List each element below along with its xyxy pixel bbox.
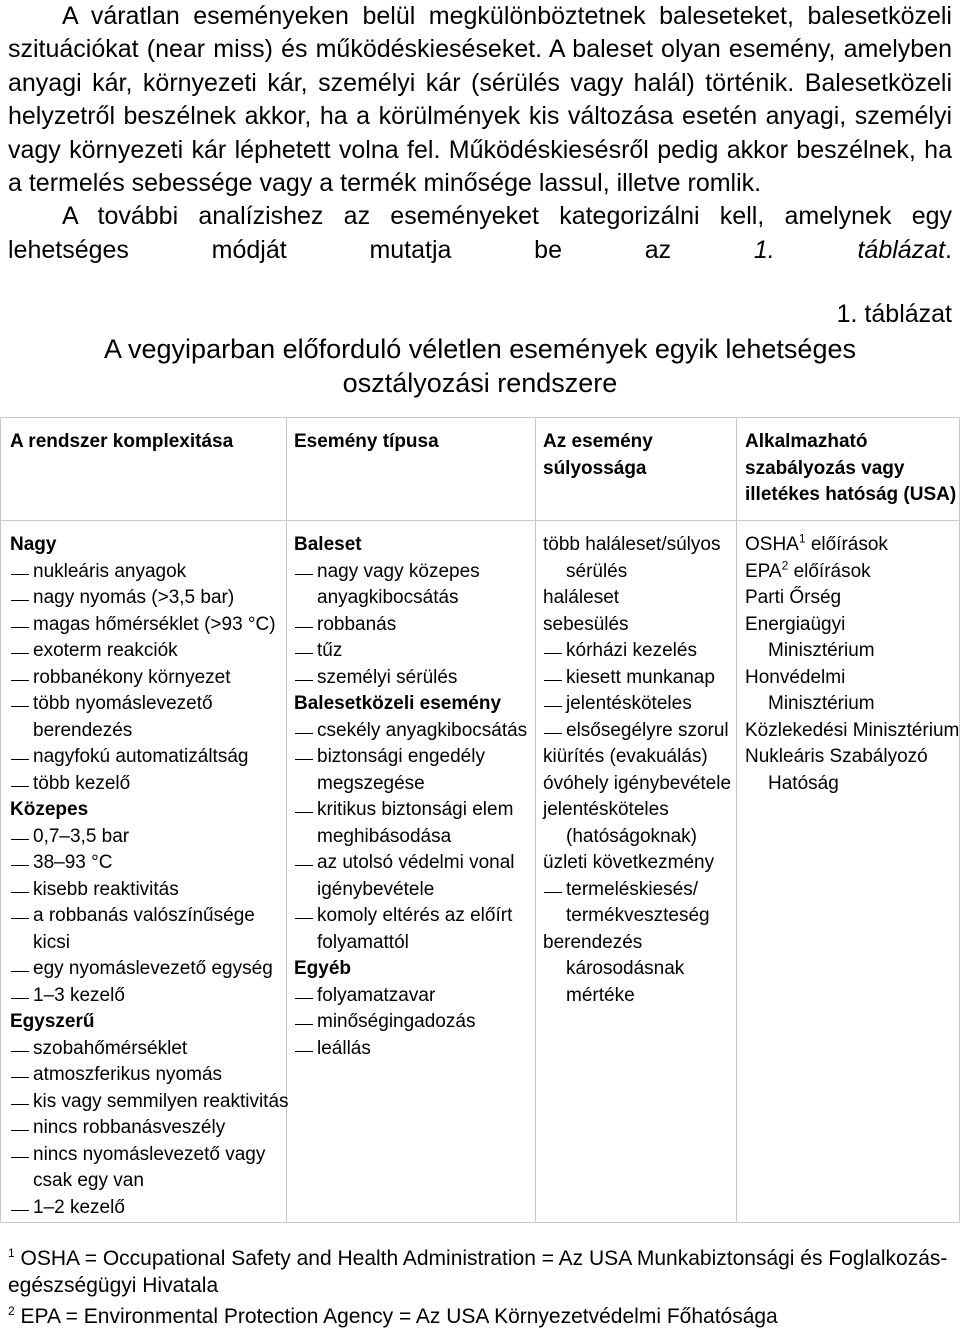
severity-item-row xyxy=(543,665,731,692)
event-type-item-text: nagy vagy közepes xyxy=(317,560,480,582)
complexity-item-text: egy nyomáslevezető egység xyxy=(33,958,273,979)
regulation-item-text-rest: előírások xyxy=(788,560,871,582)
event-type-item-row xyxy=(294,877,527,904)
severity-item-row xyxy=(543,956,731,983)
severity-item-text: több haláleset/súlyos xyxy=(543,534,721,555)
complexity-item-row xyxy=(10,1195,289,1222)
header-regulation-line-1: Alkalmazható xyxy=(745,431,868,452)
complexity-item-text: több kezelő xyxy=(33,772,131,794)
complexity-item-row xyxy=(10,1062,289,1089)
severity-item-row xyxy=(543,930,731,957)
event-type-item-text: biztonsági engedély xyxy=(317,746,485,767)
regulation-item-footnote-mark: 1 xyxy=(798,531,806,546)
event-type-item-text: csekély anyagkibocsátás xyxy=(317,719,528,741)
regulation-item-row xyxy=(745,585,959,612)
complexity-item-text: berendezés xyxy=(33,719,133,741)
severity-item-text: üzleti következmény xyxy=(543,852,715,873)
event-type-item-text: Balesetközeli esemény xyxy=(294,693,502,714)
complexity-item-row xyxy=(10,1168,289,1195)
complexity-item-row xyxy=(10,930,289,957)
severity-item-text: sebesülés xyxy=(543,613,629,635)
severity-item-row xyxy=(543,744,731,771)
event-type-item-text: Egyéb xyxy=(294,958,352,979)
event-type-item-text: komoly eltérés az előírt xyxy=(317,905,513,926)
event-type-item-row xyxy=(294,797,527,824)
severity-item-text: termeléskiesés/ xyxy=(566,878,698,900)
severity-item-row xyxy=(543,983,731,1010)
event-type-item-row xyxy=(294,718,527,745)
table-rule-header xyxy=(0,520,960,521)
event-type-item-row xyxy=(294,903,527,930)
complexity-item-row xyxy=(10,559,289,586)
severity-item-row xyxy=(543,718,731,745)
complexity-item-text: robbanékony környezet xyxy=(33,666,231,688)
event-type-item-row xyxy=(294,691,527,718)
event-type-item-text: minőségingadozás xyxy=(317,1011,476,1032)
severity-item-text: óvóhely igénybevétele xyxy=(543,772,732,794)
regulation-item-row xyxy=(745,665,959,692)
severity-item-text: jelentésköteles xyxy=(543,799,669,820)
complexity-item-text: nagy nyomás (>3,5 bar) xyxy=(33,587,235,608)
event-type-item-row xyxy=(294,744,527,771)
complexity-item-text: több nyomáslevezető xyxy=(33,693,213,714)
regulation-item-text: OSHA xyxy=(745,534,799,555)
regulation-item-text: Közlekedési Minisztérium xyxy=(745,719,960,741)
table-rule-bottom xyxy=(0,1222,960,1223)
severity-item-row xyxy=(543,612,731,639)
complexity-item-row xyxy=(10,850,289,877)
complexity-item-row xyxy=(10,612,289,639)
complexity-item-row xyxy=(10,797,289,824)
event-type-item-text: folyamatzavar xyxy=(317,984,436,1006)
footnote-2-mark: 2 xyxy=(8,1304,15,1318)
column-severity xyxy=(543,532,731,1009)
event-type-item-row xyxy=(294,824,527,851)
intro-text xyxy=(8,0,952,267)
complexity-item-text: szobahőmérséklet xyxy=(33,1037,188,1059)
complexity-item-row xyxy=(10,691,289,718)
complexity-item-row xyxy=(10,771,289,798)
header-regulation xyxy=(745,429,956,509)
header-event-type-text: Esemény típusa xyxy=(294,431,439,452)
event-type-item-row xyxy=(294,612,527,639)
column-event-type xyxy=(294,532,527,1062)
event-type-item-text: személyi sérülés xyxy=(317,666,458,688)
complexity-item-text: a robbanás valószínűsége xyxy=(33,905,255,926)
regulation-item-text: Minisztérium xyxy=(768,640,875,661)
severity-item-row xyxy=(543,532,731,559)
severity-item-text: sérülés xyxy=(566,560,628,582)
complexity-item-row xyxy=(10,956,289,983)
severity-item-row xyxy=(543,691,731,718)
footnote-1-mark: 1 xyxy=(8,1246,15,1260)
footnote-1 xyxy=(8,1245,952,1299)
complexity-item-text: nincs robbanásveszély xyxy=(33,1117,226,1138)
footnote-2 xyxy=(8,1303,952,1330)
complexity-item-text: exoterm reakciók xyxy=(33,640,178,661)
event-type-item-text: kritikus biztonsági elem xyxy=(317,799,514,820)
regulation-item-row xyxy=(745,691,959,718)
complexity-item-row xyxy=(10,1089,289,1116)
table-border-left xyxy=(0,417,1,1223)
header-regulation-line-2: szabályozás vagy xyxy=(745,457,905,479)
severity-item-row xyxy=(543,638,731,665)
header-regulation-line-3: illetékes hatóság (USA) xyxy=(745,484,957,505)
event-type-item-row xyxy=(294,665,527,692)
severity-item-text: jelentésköteles xyxy=(566,693,692,714)
event-type-item-row xyxy=(294,771,527,798)
event-type-item-text: Baleset xyxy=(294,534,362,555)
severity-item-text: (hatóságoknak) xyxy=(566,825,697,847)
complexity-item-text: kis vagy semmilyen reaktivitás xyxy=(33,1090,289,1112)
intro-paragraph-2 xyxy=(8,200,952,267)
complexity-item-text: kisebb reaktivitás xyxy=(33,878,179,900)
event-type-item-text: tűz xyxy=(317,640,343,661)
footnote-1-line-2: egészségügyi Hivatala xyxy=(8,1274,219,1297)
complexity-item-row xyxy=(10,585,289,612)
severity-item-row xyxy=(543,797,731,824)
header-severity xyxy=(543,429,653,482)
regulation-item-text: Honvédelmi xyxy=(745,666,846,688)
complexity-item-text: nincs nyomáslevezető vagy xyxy=(33,1143,266,1165)
event-type-item-row xyxy=(294,532,527,559)
complexity-item-text: 1–2 kezelő xyxy=(33,1196,125,1218)
event-type-item-row xyxy=(294,559,527,586)
classification-table xyxy=(0,417,960,1223)
event-type-item-text: meghibásodása xyxy=(317,825,452,847)
table-title-line-2: osztályozási rendszere xyxy=(342,368,618,398)
severity-item-row xyxy=(543,850,731,877)
severity-item-text: károsodásnak xyxy=(566,958,685,979)
event-type-item-row xyxy=(294,930,527,957)
complexity-item-row xyxy=(10,744,289,771)
column-regulation xyxy=(745,532,959,797)
table-divider-2 xyxy=(535,417,536,1223)
severity-item-row xyxy=(543,824,731,851)
complexity-item-row xyxy=(10,824,289,851)
complexity-item-text: 0,7–3,5 bar xyxy=(33,825,130,847)
regulation-item-text-rest: előírások xyxy=(805,534,888,555)
event-type-item-text: igénybevétele xyxy=(317,878,435,900)
complexity-item-row xyxy=(10,638,289,665)
event-type-item-row xyxy=(294,850,527,877)
regulation-item-row xyxy=(745,612,959,639)
event-type-item-row xyxy=(294,1036,527,1063)
complexity-item-text: 1–3 kezelő xyxy=(33,984,125,1006)
regulation-item-text: Parti Őrség xyxy=(745,587,842,608)
regulation-item-row xyxy=(745,559,959,586)
regulation-item-text: Hatóság xyxy=(768,772,839,794)
intro-paragraph-1: A váratlan eseményeken belül megkülönböztetnek baleseteket, balesetközeli szituációkat (near miss) és működéskieséseket. A baleset olyan esemény, amelyben anyagi kár, környezeti kár, személyi kár (sérülés vagy halál) történik. Balesetközeli helyzetről beszélnek akkor, ha a körülmények kis változása esetén anyagi, személyi vagy környezeti kár léphetett volna fel. Működéskiesésről pedig akkor beszélnek, ha a termelés sebessége vagy a termék minősége lassul, illetve romlik. xyxy=(8,2,952,198)
complexity-item-text: 38–93 °C xyxy=(33,852,113,873)
regulation-item-row xyxy=(745,771,959,798)
complexity-item-text: kicsi xyxy=(33,931,70,953)
table-title xyxy=(0,332,960,400)
regulation-item-text: EPA xyxy=(745,560,782,582)
footnote-1-line-1: OSHA = Occupational Safety and Health Administration = Az USA Munkabiztonsági és Foglalkozás- xyxy=(20,1247,948,1270)
event-type-item-text: anyagkibocsátás xyxy=(317,587,459,608)
severity-item-text: termékveszteség xyxy=(566,905,710,926)
severity-item-text: kórházi kezelés xyxy=(566,640,697,661)
event-type-item-row xyxy=(294,1009,527,1036)
column-complexity xyxy=(10,532,289,1221)
complexity-item-row xyxy=(10,1142,289,1169)
severity-item-row xyxy=(543,585,731,612)
header-severity-line-2: súlyossága xyxy=(543,457,647,479)
event-type-item-text: robbanás xyxy=(317,613,397,635)
header-event-type xyxy=(294,429,439,456)
table-reference: 1. táblázat xyxy=(753,235,946,264)
complexity-item-row xyxy=(10,718,289,745)
event-type-item-row xyxy=(294,956,527,983)
complexity-item-row xyxy=(10,877,289,904)
severity-item-text: haláleset xyxy=(543,587,620,608)
complexity-item-row xyxy=(10,1036,289,1063)
severity-item-row xyxy=(543,903,731,930)
regulation-item-row xyxy=(745,638,959,665)
table-divider-3 xyxy=(736,417,737,1223)
severity-item-text: mértéke xyxy=(566,984,635,1006)
complexity-item-text: Közepes xyxy=(10,799,89,820)
complexity-item-text: csak egy van xyxy=(33,1170,144,1191)
regulation-item-footnote-mark: 2 xyxy=(781,558,789,573)
complexity-item-text: Nagy xyxy=(10,534,57,555)
severity-item-text: kiesett munkanap xyxy=(566,666,715,688)
event-type-item-row xyxy=(294,983,527,1010)
event-type-item-text: az utolsó védelmi vonal xyxy=(317,852,515,873)
intro-paragraph-2-end: . xyxy=(945,235,952,264)
table-label: 1. táblázat xyxy=(836,300,952,328)
event-type-item-row xyxy=(294,585,527,612)
regulation-item-text: Minisztérium xyxy=(768,693,875,714)
severity-item-row xyxy=(543,771,731,798)
severity-item-row xyxy=(543,559,731,586)
complexity-item-text: nukleáris anyagok xyxy=(33,560,187,582)
intro-paragraph-2-text: A további analízishez az eseményeket kategorizálni kell, amelynek egy lehetséges módját mutatja be az xyxy=(8,202,952,264)
table-rule-top xyxy=(0,417,960,418)
table-title-line-1: A vegyiparban előforduló véletlen események egyik lehetséges xyxy=(104,334,856,364)
footnote-2-text: EPA = Environmental Protection Agency = Az USA Környezetvédelmi Főhatósága xyxy=(20,1305,778,1328)
complexity-item-text: atmoszferikus nyomás xyxy=(33,1064,223,1085)
regulation-item-row xyxy=(745,532,959,559)
regulation-item-text: Energiaügyi xyxy=(745,613,846,635)
complexity-item-row xyxy=(10,1115,289,1142)
severity-item-text: kiürítés (evakuálás) xyxy=(543,746,708,767)
complexity-item-row xyxy=(10,532,289,559)
header-complexity xyxy=(10,429,233,456)
severity-item-row xyxy=(543,877,731,904)
regulation-item-row xyxy=(745,744,959,771)
event-type-item-text: folyamattól xyxy=(317,931,409,953)
complexity-item-row xyxy=(10,1009,289,1036)
severity-item-text: elsősegélyre szorul xyxy=(566,719,729,741)
header-severity-line-1: Az esemény xyxy=(543,431,653,452)
header-complexity-text: A rendszer komplexitása xyxy=(10,431,234,452)
complexity-item-text: Egyszerű xyxy=(10,1011,95,1032)
event-type-item-text: megszegése xyxy=(317,772,425,794)
complexity-item-row xyxy=(10,903,289,930)
event-type-item-text: leállás xyxy=(317,1037,371,1059)
complexity-item-text: magas hőmérséklet (>93 °C) xyxy=(33,613,276,635)
regulation-item-text: Nukleáris Szabályozó xyxy=(745,746,928,767)
complexity-item-text: nagyfokú automatizáltság xyxy=(33,746,249,767)
complexity-item-row xyxy=(10,665,289,692)
complexity-item-row xyxy=(10,983,289,1010)
event-type-item-row xyxy=(294,638,527,665)
severity-item-text: berendezés xyxy=(543,931,643,953)
regulation-item-row xyxy=(745,718,959,745)
